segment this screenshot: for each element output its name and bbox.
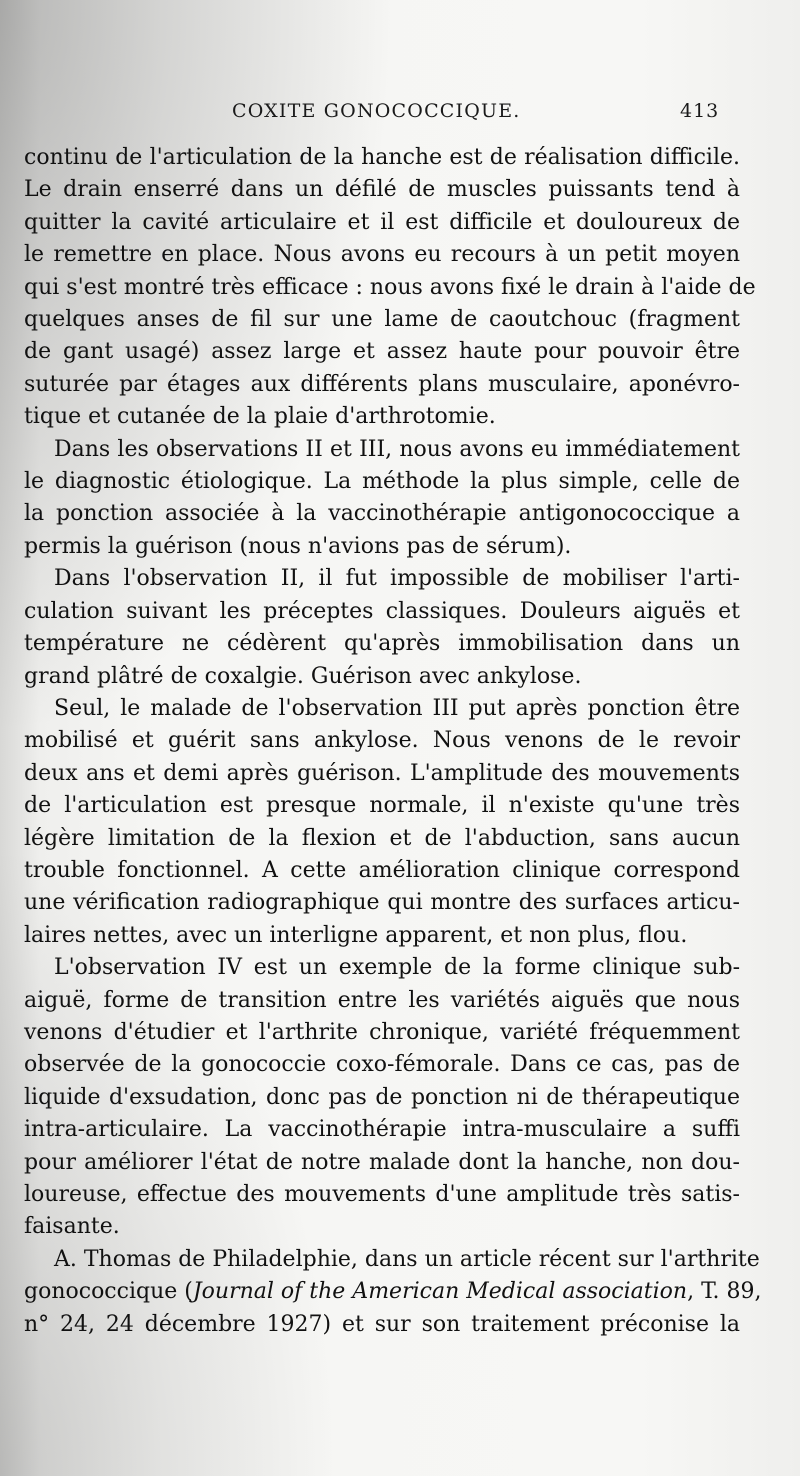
text-line: tique et cutanée de la plaie d'arthrotomie. <box>24 404 496 430</box>
text-line: une vérification radiographique qui montre des surfaces articu- <box>24 890 740 916</box>
running-title: COXITE GONOCOCCIQUE. <box>232 100 521 122</box>
text-line: permis la guérison (nous n'avions pas de sérum). <box>24 533 572 559</box>
text-line: faisante. <box>24 1214 120 1240</box>
text-line: culation suivant les préceptes classiques. Douleurs aiguës et <box>24 598 740 624</box>
text-line: intra-articulaire. La vaccinothérapie intra-musculaire a suffi <box>24 1117 740 1143</box>
text-line: le remettre en place. Nous avons eu recours à un petit moyen <box>24 242 740 268</box>
text-line: température ne cédèrent qu'après immobilisation dans un <box>24 631 740 657</box>
text-line: liquide d'exsudation, donc pas de ponction ni de thérapeutique <box>24 1084 740 1110</box>
text-line: A. Thomas de Philadelphie, dans un article récent sur l'arthrite <box>54 1246 760 1272</box>
text-line: de l'articulation est presque normale, il n'existe qu'une très <box>24 793 740 819</box>
paragraph-2 <box>24 434 740 564</box>
text-line: mobilisé et guérit sans ankylose. Nous venons de le revoir <box>24 728 740 754</box>
page-number: 413 <box>680 100 720 122</box>
text-segment: gonococcique ( <box>24 1279 193 1305</box>
text-line: quelques anses de fil sur une lame de caoutchouc (fragment <box>24 307 740 333</box>
paragraph-1 <box>24 142 756 434</box>
text-line: qui s'est montré très efficace : nous avons fixé le drain à l'aide de <box>24 274 756 300</box>
text-line: pour améliorer l'état de notre malade dont la hanche, non dou- <box>24 1149 740 1175</box>
text-line: laires nettes, avec un interligne apparent, et non plus, flou. <box>24 922 688 948</box>
text-line: le diagnostic étiologique. La méthode la plus simple, celle de <box>24 469 740 495</box>
text-line: observée de la gonococcie coxo-fémorale. Dans ce cas, pas de <box>24 1052 740 1078</box>
text-line: légère limitation de la flexion et de l'abduction, sans aucun <box>24 825 740 851</box>
text-line: aiguë, forme de transition entre les variétés aiguës que nous <box>24 987 740 1013</box>
text-line: Seul, le malade de l'observation III put après ponction être <box>54 695 740 721</box>
text-line: Le drain enserré dans un défilé de muscles puissants tend à <box>24 177 740 203</box>
text-line: quitter la cavité articulaire et il est difficile et douloureux de <box>24 209 740 235</box>
text-line: deux ans et demi après guérison. L'amplitude des mouvements <box>24 760 740 786</box>
paragraph-4 <box>24 693 740 952</box>
text-line: n° 24, 24 décembre 1927) et sur son traitement préconise la <box>24 1311 740 1337</box>
text-line: suturée par étages aux différents plans musculaire, aponévro- <box>24 371 740 397</box>
text-line: continu de l'articulation de la hanche est de réalisation difficile. <box>24 145 740 170</box>
page-header <box>0 100 800 130</box>
text-segment: , T. 89, <box>687 1279 762 1305</box>
text-line: Dans l'observation II, il fut impossible de mobiliser l'arti- <box>54 566 740 592</box>
text-line: L'observation IV est un exemple de la forme clinique sub- <box>54 955 740 981</box>
paragraph-6 <box>24 1244 762 1341</box>
text-line: trouble fonctionnel. A cette amélioration clinique correspond <box>24 857 740 883</box>
journal-title: Journal of the American Medical association <box>192 1279 688 1305</box>
text-line: loureuse, effectue des mouvements d'une amplitude très satis- <box>24 1182 740 1207</box>
paragraph-3 <box>24 563 740 693</box>
text-line: venons d'étudier et l'arthrite chronique, variété fréquemment <box>24 1019 740 1045</box>
paragraph-5 <box>24 952 740 1244</box>
text-line: de gant usagé) assez large et assez haute pour pouvoir être <box>24 339 740 365</box>
text-line <box>24 1276 762 1308</box>
text-line: grand plâtré de coxalgie. Guérison avec ankylose. <box>24 663 582 689</box>
text-line: Dans les observations II et III, nous avons eu immédiatement <box>54 436 740 462</box>
body-text <box>24 142 762 1341</box>
text-line: la ponction associée à la vaccinothérapie antigonococcique a <box>24 501 740 527</box>
